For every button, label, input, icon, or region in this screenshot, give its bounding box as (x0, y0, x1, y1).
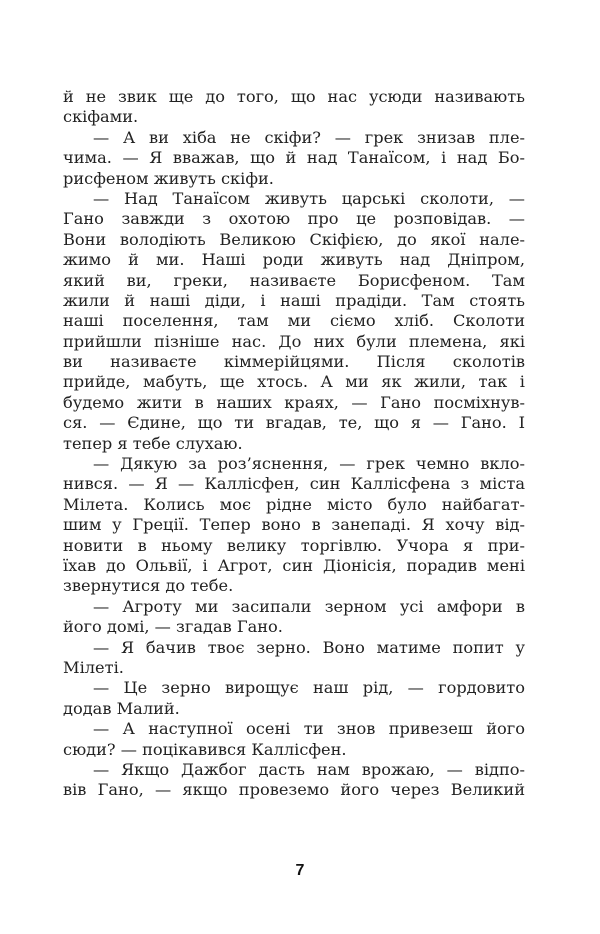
text-line: рисфеном живуть скіфи. (63, 168, 274, 188)
text-line: додав Малий. (63, 698, 180, 718)
text-line: скіфами. (63, 107, 139, 127)
text-line: ви називаєте кіммерійцями. Після сколотів (63, 352, 525, 372)
text-line: — Над Танаїсом живуть царські сколоти, — (93, 188, 525, 208)
text-line: звернутися до тебе. (63, 576, 234, 596)
text-line: жимо й ми. Наші роди живуть над Дніпром, (63, 250, 525, 270)
text-line: будемо жити в наших краях, — Гано посміхнув- (63, 392, 525, 412)
text-line: — Агроту ми засипали зерном усі амфори в (93, 596, 525, 616)
text-line: жили й наші діди, і наші прадіди. Там стоять (63, 290, 525, 310)
text-line: Гано завжди з охотою про це розповідав. — (63, 209, 525, 229)
text-line: новити в ньому велику торгівлю. Учора я при- (63, 535, 525, 555)
text-line: ся. — Єдине, що ти вгадав, те, що я — Гано. І (63, 413, 525, 433)
text-line: наші поселення, там ми сіємо хліб. Сколоти (63, 311, 525, 331)
text-line: й не звик ще до того, що нас усюди називають (63, 87, 525, 106)
text-line: сюди? — поцікавився Каллісфен. (63, 739, 347, 759)
text-line: — Я бачив твоє зерно. Воно матиме попит у (93, 637, 525, 657)
text-line: Вони володіють Великою Скіфією, до якої нале- (63, 229, 525, 249)
text-line: — А ви хіба не скіфи? — грек знизав пле- (93, 127, 525, 147)
book-page-text (63, 87, 525, 801)
text-line: прийде, мабуть, ще хтось. А ми як жили, так і (63, 372, 525, 392)
text-line: Мілета. Колись моє рідне місто було найбагат- (63, 494, 525, 514)
text-line: чима. — Я вважав, що й над Танаїсом, і над Бо- (63, 148, 525, 168)
text-line: — Якщо Дажбог дасть нам врожаю, — відпо- (93, 759, 525, 779)
text-line: який ви, греки, називаєте Борисфеном. Там (63, 270, 525, 290)
text-line: шим у Греції. Тепер воно в занепаді. Я хочу від- (63, 515, 525, 535)
text-line: нився. — Я — Каллісфен, син Каллісфена з міста (63, 474, 525, 494)
page-number: 7 (295, 862, 305, 879)
text-line: Мілеті. (63, 657, 124, 677)
text-line: його домі, — згадав Гано. (63, 617, 283, 637)
text-line: вів Гано, — якщо провеземо його через Великий (63, 780, 525, 800)
text-line: прийшли пізніше нас. До них були племена, які (63, 331, 525, 351)
text-line: — Дякую за роз’яснення, — грек чемно вкло- (93, 454, 525, 474)
text-line: їхав до Ольвії, і Агрот, син Діонісія, порадив мені (63, 555, 525, 575)
text-line: тепер я тебе слухаю. (63, 433, 243, 453)
text-line: — А наступної осені ти знов привезеш його (93, 719, 525, 739)
text-line: — Це зерно вирощує наш рід, — гордовито (93, 678, 525, 698)
